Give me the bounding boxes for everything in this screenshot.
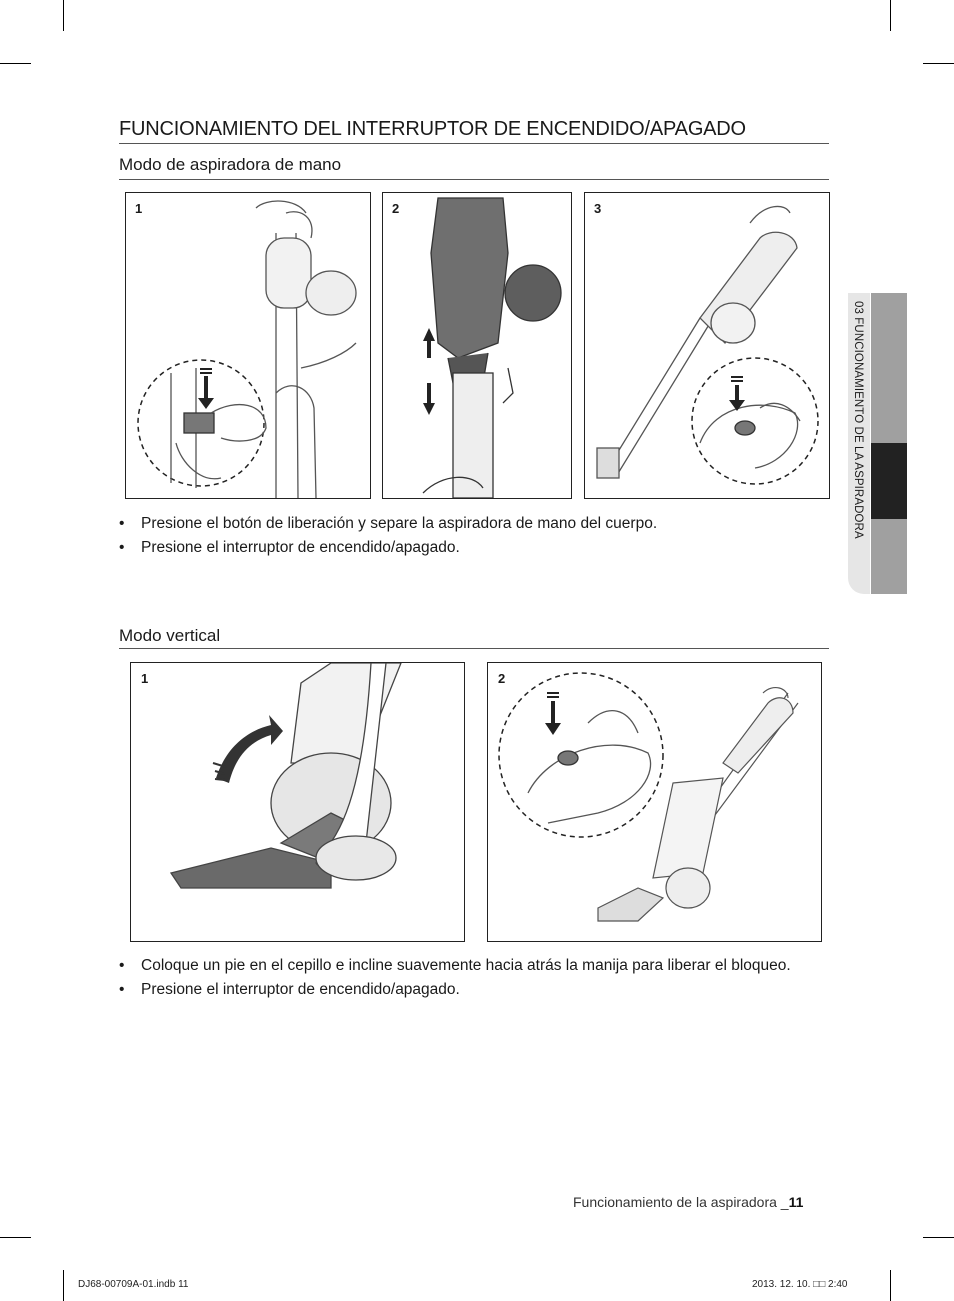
title-divider: [119, 143, 829, 144]
panel-number: 1: [135, 201, 143, 216]
crop-mark: [923, 1237, 954, 1238]
panel-number: 1: [141, 671, 149, 686]
crop-mark: [923, 63, 954, 64]
handheld-instructions: [119, 513, 829, 561]
handheld-step-2-panel: [382, 192, 572, 499]
panel-number: 2: [498, 671, 506, 686]
foot-on-brush-tilt-illustration: [131, 663, 464, 941]
page-footer: [573, 1194, 803, 1210]
side-tab-label: 03 FUNCIONAMIENTO DE LA ASPIRADORA: [852, 301, 864, 539]
crop-mark: [890, 1270, 891, 1301]
panel-number: 2: [392, 201, 400, 216]
release-button-press-illustration: [126, 193, 370, 498]
handheld-step-3-panel: [584, 192, 830, 499]
upright-instructions: [119, 955, 799, 1003]
upright-step-1-panel: [130, 662, 465, 942]
chapter-side-tab: [847, 293, 907, 594]
upright-step-2-panel: [487, 662, 822, 942]
print-file-info: DJ68-00709A-01.indb 11: [78, 1279, 189, 1290]
handheld-step-1-panel: [125, 192, 371, 499]
section-divider: [119, 179, 829, 180]
section-heading-handheld: Modo de aspiradora de mano: [119, 155, 342, 174]
crop-mark: [0, 1237, 31, 1238]
side-tab-active-marker: [871, 443, 907, 519]
crop-mark: [0, 63, 31, 64]
panel-number: 3: [594, 201, 602, 216]
upright-power-switch-illustration: [488, 663, 821, 941]
print-date-info: 2013. 12. 10. □□ 2:40: [752, 1279, 848, 1290]
footer-text: Funcionamiento de la aspiradora _: [573, 1194, 789, 1210]
handheld-power-switch-illustration: [585, 193, 829, 498]
crop-mark: [890, 0, 891, 31]
crop-mark: [63, 0, 64, 31]
list-item: • Coloque un pie en el cepillo e incline suavemente hacia atrás la manija para liberar el bloqueo.: [119, 955, 799, 976]
crop-mark: [63, 1270, 64, 1301]
list-item: • Presione el interruptor de encendido/apagado.: [119, 979, 799, 1000]
list-item: • Presione el botón de liberación y separe la aspiradora de mano del cuerpo.: [119, 513, 829, 534]
section-divider: [119, 648, 829, 649]
side-tab-label-box: [848, 293, 870, 594]
list-item: • Presione el interruptor de encendido/apagado.: [119, 537, 829, 558]
handheld-separate-illustration: [383, 193, 571, 498]
page-number: 11: [788, 1194, 804, 1210]
section-heading-upright: Modo vertical: [119, 626, 221, 645]
page-title: FUNCIONAMIENTO DEL INTERRUPTOR DE ENCENDIDO/APAGADO: [119, 118, 746, 140]
